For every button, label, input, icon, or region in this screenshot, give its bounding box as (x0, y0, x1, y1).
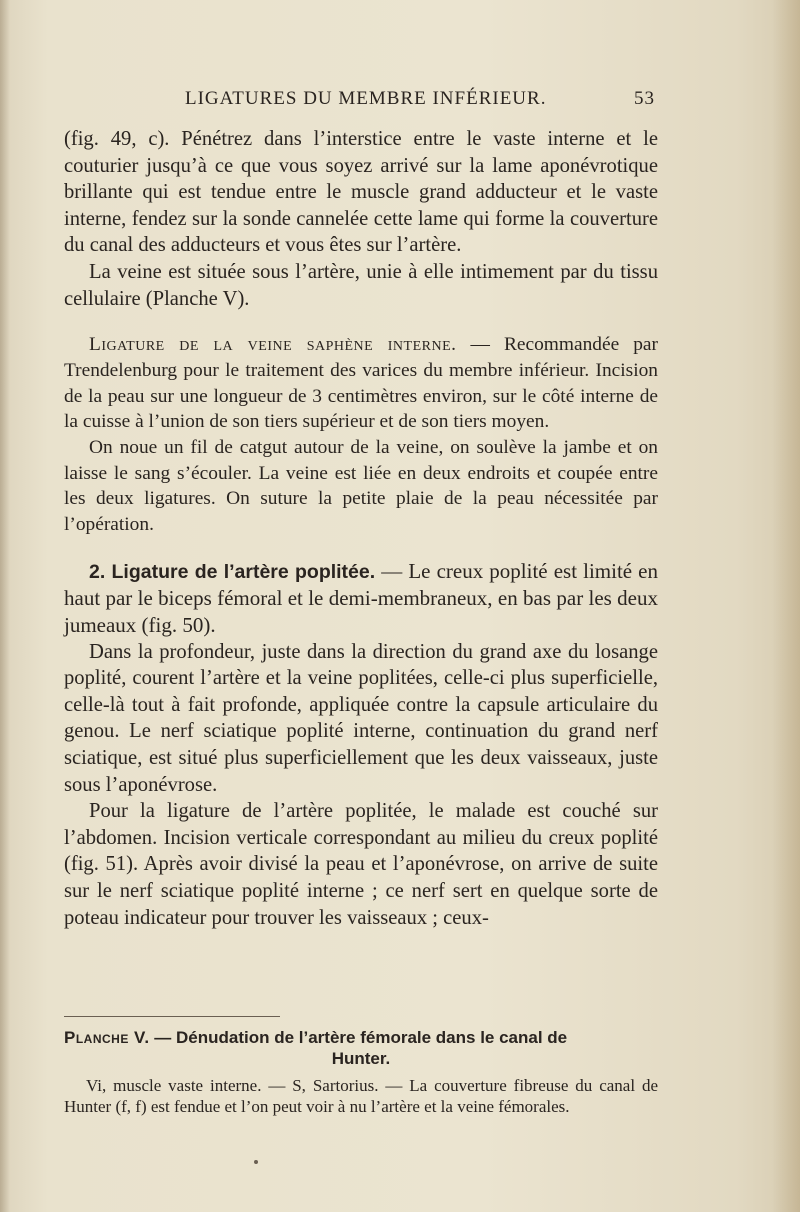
caption-title-continued: Hunter. (331, 1049, 391, 1068)
caption-text: Vi, muscle vaste interne. — S, Sartorius. — La couverture fibreuse du canal de Hunter (f, f) est fendue et l’on peut voir à nu l’artère et la veine fémorales. (64, 1076, 658, 1116)
running-title: LIGATURES DU MEMBRE INFÉRIEUR. (185, 88, 547, 109)
paragraph: Pour la ligature de l’artère poplitée, le malade est couché sur l’abdomen. Incision verticale correspondant au milieu du creux poplité (fig. 51). Après avoir divisé la peau et l’aponévrose, on arrive de suite sur le nerf sciatique poplité interne ; ce nerf sert en quelque sorte de poteau indicateur pour trouver les vaisseaux ; ceux- (64, 800, 658, 929)
section-saphene-vein (64, 332, 658, 435)
section-heading: Ligature de la veine saphène interne. (89, 334, 457, 356)
section-text: — Le creux poplité est limité en haut par le biceps fémoral et le demi-membraneux, en bas par les deux jumeaux (fig. 50). (64, 558, 659, 637)
paragraph: Dans la profondeur, juste dans la direction du grand axe du losange poplité, courent l’artère et la veine poplitées, celle-ci plus superficielle, celle-là tout à fait profonde, appliquée contre la capsule articulaire du genou. Le nerf sciatique poplité interne, continuation du grand nerf sciatique, est situé plus superficiellement que les deux vaisseaux, juste sous l’aponévrose. (64, 640, 658, 796)
main-text (64, 126, 658, 931)
page-gutter-shadow (0, 0, 10, 1212)
paragraph: (fig. 49, c). Pénétrez dans l’interstice entre le vaste interne et le couturier jusqu’à ce que vous soyez arrivé sur la lame aponévrotique brillante qui est tendue entre le muscle grand adducteur et le vaste interne, fendez sur la sonde cannelée cette lame qui forme la couverture du canal des adducteurs et vous êtes sur l’artère. (64, 128, 658, 257)
plate-caption (64, 1027, 658, 1117)
section-popliteal-artery (64, 558, 658, 639)
ink-speck (254, 1160, 258, 1164)
footnote-rule (64, 1016, 280, 1017)
paragraph: La veine est située sous l’artère, unie à elle intimement par du tissu cellulaire (Planche V). (64, 260, 658, 310)
page-number: 53 (634, 88, 655, 109)
caption-title: Planche V. — Dénudation de l’artère fémorale dans le canal de (64, 1028, 568, 1047)
page-edge-shadow (772, 0, 800, 1212)
section-text: — Recommandée par Trendelenburg pour le traitement des varices du membre inférieur. Incision de la peau sur une longueur de 3 centimètres environ, sur le côté interne de la cuisse à l’union de son tiers supérieur et de son tiers moyen. (64, 334, 658, 433)
caption-label: Planche V. (64, 1028, 150, 1047)
section-heading: 2. Ligature de l’artère poplitée. (89, 560, 376, 583)
paragraph: On noue un fil de catgut autour de la veine, on soulève la jambe et on laisse le sang s’écouler. La veine est liée en deux endroits et coupée entre les deux ligatures. On suture la petite plaie de la peau nécessitée par l’opération. (64, 436, 658, 536)
